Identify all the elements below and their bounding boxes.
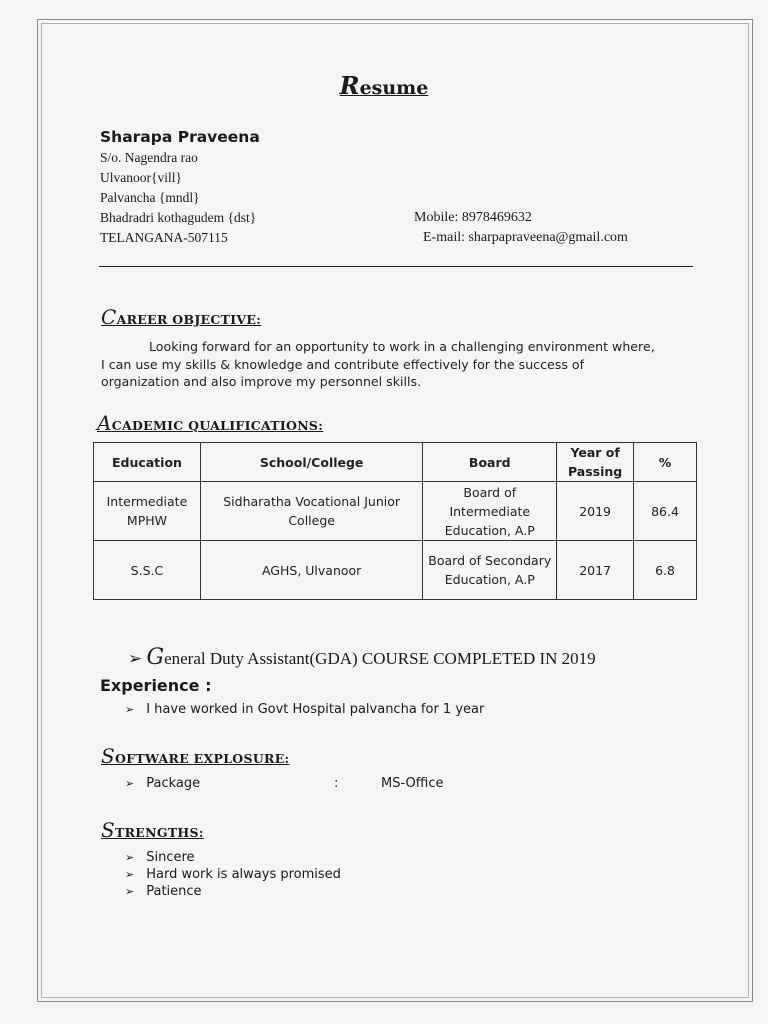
software-separator: :: [334, 776, 339, 791]
career-line-3: organization and also improve my personnel skills.: [101, 374, 422, 389]
list-item: ➢ Hard work is always promised: [125, 867, 341, 882]
candidate-name: Sharapa Praveena: [100, 128, 260, 146]
cell-education: S.S.C: [94, 541, 201, 600]
address-line-3: Palvancha {mndl}: [100, 190, 200, 205]
address-line-4: Bhadradri kothagudem {dst}: [100, 210, 257, 225]
arrow-bullet-icon: ➢: [125, 851, 135, 864]
experience-heading: Experience :: [100, 676, 212, 695]
arrow-bullet-icon: ➢: [125, 777, 135, 790]
career-line-1: Looking forward for an opportunity to work in a challenging environment where,: [149, 339, 655, 354]
resume-title: Resume: [339, 71, 429, 100]
list-item: ➢ I have worked in Govt Hospital palvancha for 1 year: [125, 702, 485, 717]
address-line-2: Ulvanoor{vill}: [100, 170, 182, 185]
list-item: ➢ Patience: [125, 884, 202, 899]
header-education: Education: [94, 443, 201, 482]
software-package-label: ➢ Package: [125, 776, 201, 791]
header-board: Board: [423, 443, 557, 482]
cell-percent: 6.8: [634, 541, 697, 600]
cell-school: AGHS, Ulvanoor: [200, 541, 422, 600]
cell-year: 2017: [557, 541, 634, 600]
cell-year: 2019: [557, 482, 634, 541]
career-line-2: I can use my skills & knowledge and contribute effectively for the success of: [101, 356, 585, 372]
email-address: E-mail: sharpapraveena@gmail.com: [423, 230, 628, 245]
list-item: ➢ Sincere: [125, 850, 195, 865]
arrow-bullet-icon: ➢: [125, 885, 135, 898]
strengths-heading: STRENGTHS:: [101, 818, 204, 842]
arrow-bullet-icon: ➢: [128, 649, 143, 669]
gda-course-line: ➢ General Duty Assistant(GDA) COURSE COMPLETED IN 2019: [128, 645, 596, 670]
arrow-bullet-icon: ➢: [125, 703, 135, 716]
academic-table: [93, 442, 697, 600]
header-year: Year of Passing: [557, 443, 634, 482]
table-row: [94, 482, 697, 541]
career-objective-heading: CAREER OBJECTIVE:: [101, 305, 262, 329]
arrow-bullet-icon: ➢: [125, 868, 135, 881]
academic-heading: ACADEMIC QUALIFICATIONS:: [97, 411, 324, 435]
table-row: [94, 541, 697, 600]
address-line-1: S/o. Nagendra rao: [100, 150, 198, 165]
header-divider: [99, 266, 693, 267]
cell-board: Board of Secondary Education, A.P: [423, 541, 557, 600]
career-objective-text: [101, 338, 691, 391]
table-header-row: [94, 443, 697, 482]
header-percent: %: [634, 443, 697, 482]
header-school: School/College: [200, 443, 422, 482]
address-line-5: TELANGANA-507115: [100, 230, 228, 245]
software-package-value: MS-Office: [381, 776, 444, 791]
cell-board: Board of Intermediate Education, A.P: [423, 482, 557, 541]
software-heading: SOFTWARE EXPLOSURE:: [101, 744, 290, 768]
cell-education: Intermediate MPHW: [94, 482, 201, 541]
mobile-number: Mobile: 8978469632: [414, 210, 532, 225]
cell-school: Sidharatha Vocational Junior College: [200, 482, 422, 541]
cell-percent: 86.4: [634, 482, 697, 541]
